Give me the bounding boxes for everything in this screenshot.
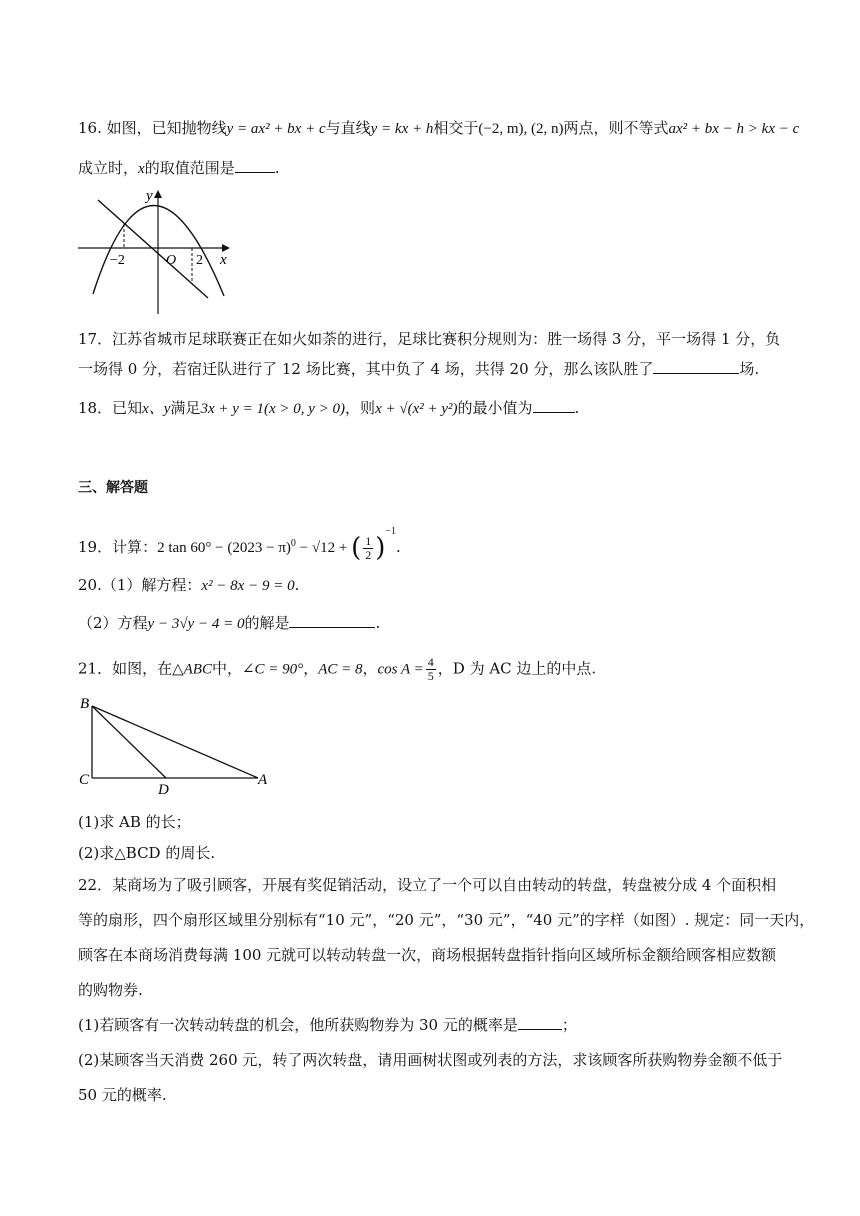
q18-answer-blank[interactable] [533,398,575,413]
vertex-label-d: D [158,782,169,798]
q22-answer-blank[interactable] [518,1015,562,1030]
q22-line2: 等的扇形，四个扇形区域里分别标有“10 元”，“20 元”，“30 元”，“40 元”的字样（如图）. 规定：同一天内， [78,911,815,929]
vertex-label-a: A [258,772,268,788]
q16-answer-blank[interactable] [235,158,275,173]
q16-parabola-equation: y = ax² + bx + c [226,121,326,137]
q18-text: ，则 [345,399,376,417]
q19-expression-part1: 2 tan 60° − (2023 − π) [157,540,291,556]
q20-text: . [375,614,381,632]
q22-line1: 22．某商场为了吸引顾客，开展有奖促销活动，设立了一个可以自由转动的转盘，转盘被分成 4 个面积相 [78,876,777,894]
q22-sub2-line1: (2)某顾客当天消费 260 元，转了两次转盘，请用画树状图或列表的方法，求该顾客所获购物券金额不低于 [78,1051,783,1069]
q19-expression-part2: − √12 + [295,540,352,556]
q20-part1 [78,575,299,596]
y-axis-label: y [146,188,153,204]
q19-exponent-neg1: −1 [385,526,397,537]
q16-intersection-points: (−2, m), (2, n) [478,121,564,137]
q21-sub2: (2)求△BCD 的周长. [78,844,216,862]
q21-cos: cos A = [377,661,424,678]
q21-angle: ∠C = 90° [241,661,304,678]
q21-midpoint-text: D 为 AC 边上的中点. [452,659,597,678]
q21-cos-fraction [426,656,436,683]
q16-text: 与直线 [325,119,371,137]
q16-inequality: ax² + bx − h > kx − c [668,121,800,137]
q17-answer-blank[interactable] [653,359,739,374]
x-axis-label: x [220,252,227,268]
q21-text: ， [437,659,453,678]
q17-text: 一场得 0 分，若宿迁队进行了 12 场比赛，其中负了 4 场，共得 20 分，那么该队胜了 [78,360,654,378]
q19-text: . [396,538,401,556]
vertex-label-c: C [79,772,90,788]
tick-label-neg2: −2 [110,253,125,268]
tick-label-2: 2 [196,253,203,268]
side-ab [92,706,258,778]
q19-exponent-zero: 0 [290,538,296,549]
q17-line2 [78,359,759,379]
segment-bd [92,706,166,778]
q22-sub1 [78,1015,577,1035]
q18-text: 的最小值为 [457,399,533,417]
q20-text: 的解是 [244,614,290,632]
q16-intro: 16. 如图，已知抛物线 [78,119,227,137]
q16-line-equation: y = kx + h [370,121,434,137]
q21-side-ac: AC = 8 [318,661,363,678]
q18-text: 18．已知 [78,399,143,417]
q21-sub1: (1)求 AB 的长； [78,813,191,831]
q22-line4: 的购物券. [78,981,143,999]
q16-text: 两点，则不等式 [563,119,669,137]
q18-expression: x + √(x² + y²) [375,401,458,417]
q16-text: . [274,159,280,177]
q19-fraction-numerator: 1 [365,533,372,548]
q19-fraction [363,535,373,562]
q21-cos-numerator: 4 [427,655,434,669]
q22-text: ； [561,1016,577,1034]
q20-text: （2）方程 [78,614,148,632]
q20-text: . [294,576,300,594]
y-axis-arrow-icon [154,190,162,198]
q21-text: 21．如图，在 [78,659,173,678]
q19-left-paren: ( [351,533,362,563]
q18-line [78,398,579,419]
vertex-label-b: B [80,696,90,712]
q16-graph [70,186,240,318]
q16-text: 相交于 [433,119,479,137]
q18-variables: x、y [142,401,171,417]
q16-line1 [78,118,799,139]
q19-text: 19．计算： [78,538,158,556]
origin-label: O [166,253,177,268]
q20-text: 20.（1）解方程： [78,576,202,594]
q21-cos-denominator: 5 [427,669,434,683]
q22-sub2-line2: 50 元的概率. [78,1086,167,1104]
q16-text: 的取值范围是 [144,159,235,177]
q16-line2 [78,158,279,179]
q21-text: ， [362,659,378,678]
q21-text: 中， [211,659,242,678]
x-axis-arrow-icon [222,244,230,252]
q19-right-paren: ) [375,533,386,563]
q18-text: . [574,399,580,417]
q19-fraction-denominator: 2 [365,547,372,562]
section-title: 三、解答题 [78,480,148,496]
q22-line3: 顾客在本商场消费每满 100 元就可以转动转盘一次，商场根据转盘指针指向区域所标金额给顾客相应数额 [78,946,777,964]
q16-variable: x [138,161,145,177]
q19-line [78,522,401,562]
q21-text: ， [303,659,319,678]
q17-text: 场. [739,360,760,378]
q21-line [78,656,596,683]
q21-triangle-figure [78,694,278,798]
q21-triangle: △ABC [172,661,212,678]
q18-condition: 3x + y = 1(x > 0, y > 0) [200,401,346,417]
q20-answer-blank[interactable] [289,613,375,628]
q20-part2 [78,613,380,634]
q20-equation2: y − 3√y − 4 = 0 [147,616,245,632]
q22-text: (1)若顾客有一次转动转盘的机会，他所获购物券为 30 元的概率是 [78,1016,518,1034]
q17-line1: 17．江苏省城市足球联赛正在如火如荼的进行，足球比赛积分规则为：胜一场得 3 分，平一场得 1 分，负 [78,330,781,348]
q16-text: 成立时， [78,159,139,177]
q18-text: 满足 [170,399,201,417]
q20-equation1: x² − 8x − 9 = 0 [201,578,295,594]
